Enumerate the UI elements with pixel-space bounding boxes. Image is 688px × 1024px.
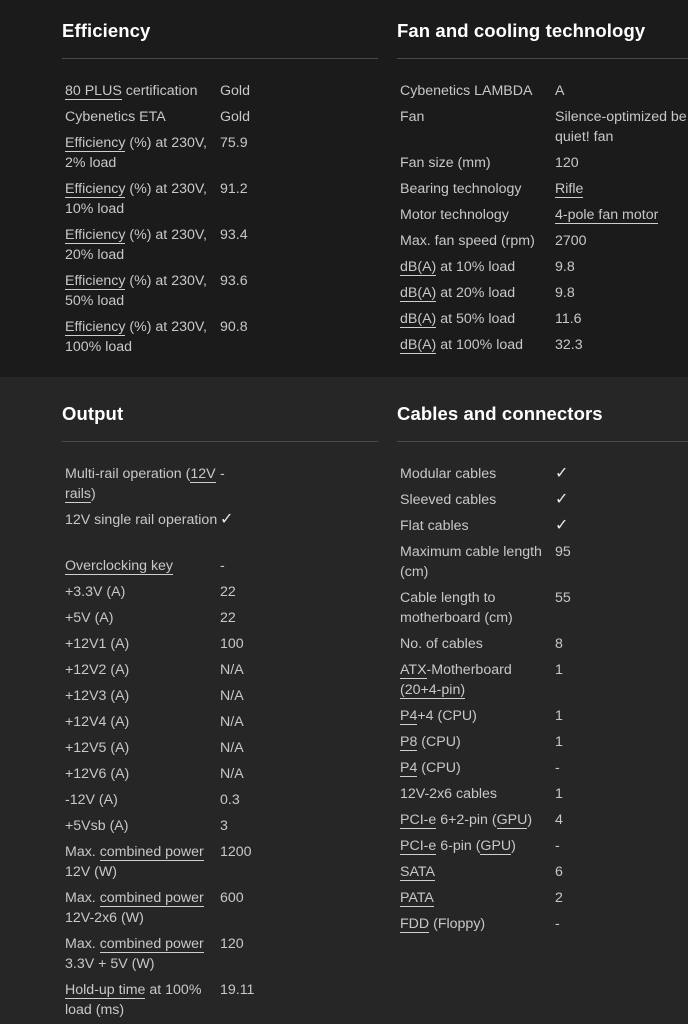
spec-value-cell <box>220 608 315 628</box>
label-text: 6+2-pin ( <box>436 812 497 828</box>
spec-row <box>400 516 675 536</box>
spec-value: 22 <box>220 584 236 600</box>
glossary-link[interactable]: Efficiency <box>65 227 126 243</box>
spec-value-cell <box>555 542 675 582</box>
label-text: Motor technology <box>400 207 509 223</box>
glossary-link[interactable]: Overclocking key <box>65 558 174 574</box>
label-text: at 100% load (ms) <box>65 982 202 1018</box>
spec-value-cell <box>555 283 688 303</box>
spec-label <box>65 107 220 127</box>
label-text: at 20% load <box>436 285 516 301</box>
label-text: ) <box>511 838 516 854</box>
spec-value-cell <box>220 934 315 974</box>
label-text: Bearing technology <box>400 181 522 197</box>
glossary-link[interactable]: combined power <box>99 936 204 952</box>
spec-row <box>65 317 370 357</box>
spec-value: N/A <box>220 740 244 756</box>
spec-row <box>400 634 675 654</box>
spec-label <box>65 764 220 784</box>
spec-label <box>65 271 220 311</box>
section-divider <box>62 441 378 442</box>
label-text: No. of cables <box>400 636 483 652</box>
spec-row <box>400 914 675 934</box>
spec-label <box>65 133 220 173</box>
label-text: (CPU) <box>417 734 461 750</box>
spec-label <box>65 179 220 219</box>
label-text: +12V2 (A) <box>65 662 130 678</box>
label-text: (%) at 230V, 2% load <box>65 135 207 171</box>
spec-value: 1 <box>555 786 563 802</box>
label-text: Cybenetics ETA <box>65 109 166 125</box>
label-text: 6-pin ( <box>436 838 481 854</box>
spec-row <box>65 107 370 127</box>
glossary-link[interactable]: P4 <box>400 708 418 724</box>
label-text: Flat cables <box>400 518 469 534</box>
spec-row <box>65 712 315 732</box>
spec-label <box>65 738 220 758</box>
glossary-link[interactable]: P4 <box>400 760 418 776</box>
glossary-link[interactable]: dB(A) <box>400 285 437 301</box>
spec-value: 600 <box>220 890 244 906</box>
spec-row <box>400 542 675 582</box>
spec-label <box>65 660 220 680</box>
label-text: +12V6 (A) <box>65 766 130 782</box>
spec-label <box>65 842 220 882</box>
spec-value: 100 <box>220 636 244 652</box>
spec-label <box>65 634 220 654</box>
spec-row <box>65 686 315 706</box>
spec-value: 22 <box>220 610 236 626</box>
label-text: at 50% load <box>436 311 516 327</box>
spec-label <box>65 464 220 504</box>
spec-value: 32.3 <box>555 337 583 353</box>
section-title: Cables and connectors <box>397 403 603 424</box>
spec-row <box>400 660 675 700</box>
glossary-link[interactable]: Hold-up time <box>65 982 146 998</box>
spec-value: 9.8 <box>555 285 575 301</box>
label-text: (Floppy) <box>429 916 486 932</box>
glossary-link[interactable]: SATA <box>400 864 435 880</box>
spec-value-cell <box>555 257 688 277</box>
spec-value: 93.4 <box>220 227 248 243</box>
spec-row <box>65 738 315 758</box>
spec-value-cell <box>555 335 688 355</box>
spec-label <box>400 732 555 752</box>
spec-value: 120 <box>220 936 244 952</box>
spec-value-cell <box>555 153 688 173</box>
section-title: Efficiency <box>62 20 151 41</box>
spec-value: 1 <box>555 662 563 678</box>
spec-label <box>65 510 220 530</box>
spec-row <box>400 283 688 303</box>
spec-value: 91.2 <box>220 181 248 197</box>
spec-value: N/A <box>220 714 244 730</box>
spec-label <box>400 706 555 726</box>
spec-label <box>400 758 555 778</box>
spec-value-cell <box>220 133 370 173</box>
checkmark-icon: ✓ <box>220 511 234 528</box>
spec-row <box>65 582 315 602</box>
section-divider <box>397 58 688 59</box>
spec-row <box>400 81 688 101</box>
label-text: Fan <box>400 109 425 125</box>
label-text: certification <box>121 83 198 99</box>
spec-value-cell <box>555 732 675 752</box>
glossary-link[interactable]: Efficiency <box>65 319 126 335</box>
spec-value-cell <box>220 686 315 706</box>
spec-value: - <box>555 916 560 932</box>
glossary-link[interactable]: GPU <box>496 812 528 828</box>
label-text: -Motherboard <box>426 662 512 678</box>
spec-value: N/A <box>220 766 244 782</box>
spec-value-cell <box>220 317 370 357</box>
spec-value-cell <box>555 862 675 882</box>
spec-label <box>400 660 555 700</box>
glossary-link[interactable]: Rifle <box>555 181 584 197</box>
spec-label <box>65 790 220 810</box>
spec-label <box>400 836 555 856</box>
checkmark-icon: ✓ <box>555 517 569 534</box>
spec-label <box>400 179 555 199</box>
spec-value-cell <box>220 510 315 530</box>
spec-row <box>65 271 370 311</box>
label-text: Modular cables <box>400 466 497 482</box>
spec-row <box>400 464 675 484</box>
spec-value: 6 <box>555 864 563 880</box>
spec-row <box>400 490 675 510</box>
spec-value: 95 <box>555 544 571 560</box>
spec-value: - <box>555 838 560 854</box>
glossary-link[interactable]: ATX <box>400 662 427 678</box>
label-text: Cable length to motherboard (cm) <box>400 590 513 626</box>
spec-row <box>65 464 315 504</box>
spec-value: 2700 <box>555 233 587 249</box>
spec-row <box>400 179 688 199</box>
spec-value-cell <box>220 764 315 784</box>
spec-row <box>400 153 688 173</box>
spec-label <box>400 490 555 510</box>
spec-label <box>400 810 555 830</box>
spec-value: Gold <box>220 83 250 99</box>
spec-value: 0.3 <box>220 792 240 808</box>
glossary-link[interactable]: FDD <box>400 916 430 932</box>
spec-value-cell <box>555 81 688 101</box>
spec-value-cell <box>555 914 675 934</box>
spec-value-cell <box>555 231 688 251</box>
spec-row <box>400 588 675 628</box>
section-title: Output <box>62 403 124 424</box>
label-text: 12V (W) <box>65 864 118 880</box>
spec-row <box>400 706 675 726</box>
label-text: (%) at 230V, 50% load <box>65 273 207 309</box>
spec-label <box>400 784 555 804</box>
label-text: Max. <box>65 844 100 860</box>
spec-label <box>65 608 220 628</box>
glossary-link[interactable]: combined power <box>99 844 204 860</box>
glossary-link[interactable]: PCI-e <box>400 838 437 854</box>
spec-value: A <box>555 83 565 99</box>
spec-row <box>65 934 315 974</box>
spec-value-cell <box>220 107 370 127</box>
spec-row <box>400 758 675 778</box>
spec-value-cell <box>220 634 315 654</box>
section-divider <box>397 441 688 442</box>
spec-label <box>65 934 220 974</box>
spec-label <box>400 588 555 628</box>
spec-label <box>400 231 555 251</box>
spec-row <box>65 980 315 1020</box>
glossary-link[interactable]: 12V <box>190 466 216 482</box>
label-text: (%) at 230V, 100% load <box>65 319 207 355</box>
spec-row <box>400 257 688 277</box>
spec-value-cell <box>555 309 688 329</box>
spec-label <box>400 205 555 225</box>
label-text: +4 (CPU) <box>417 708 477 724</box>
spec-value: Silence-optimized be quiet! fan <box>555 109 687 145</box>
checkmark-icon: ✓ <box>555 491 569 508</box>
glossary-link[interactable]: Efficiency <box>65 181 126 197</box>
glossary-link[interactable]: dB(A) <box>400 311 437 327</box>
spec-row <box>65 888 315 928</box>
spec-label <box>400 309 555 329</box>
label-text: +5Vsb (A) <box>65 818 129 834</box>
spec-row <box>400 231 688 251</box>
spec-label <box>400 888 555 908</box>
glossary-link[interactable]: (20+4-pin) <box>400 682 466 698</box>
spec-value-cell <box>555 836 675 856</box>
spec-label <box>400 81 555 101</box>
label-text: 3.3V + 5V (W) <box>65 956 155 972</box>
glossary-link[interactable]: Efficiency <box>65 135 126 151</box>
spec-row <box>400 836 675 856</box>
spec-row <box>65 133 370 173</box>
checkmark-icon: ✓ <box>555 465 569 482</box>
spec-value: 4 <box>555 812 563 828</box>
label-text: -12V (A) <box>65 792 118 808</box>
label-text: +12V5 (A) <box>65 740 130 756</box>
glossary-link[interactable]: combined power <box>99 890 204 906</box>
spec-label <box>65 582 220 602</box>
spec-label <box>65 81 220 101</box>
label-text: +3.3V (A) <box>65 584 126 600</box>
label-text: Max. <box>65 936 100 952</box>
spec-value: Gold <box>220 109 250 125</box>
label-text: 12V single rail operation <box>65 512 218 528</box>
glossary-link[interactable]: PATA <box>400 890 434 906</box>
spec-row <box>400 107 688 147</box>
spec-row <box>65 556 315 576</box>
spec-value-cell <box>220 556 315 576</box>
spec-row <box>400 810 675 830</box>
label-text: Sleeved cables <box>400 492 497 508</box>
spec-value: 75.9 <box>220 135 248 151</box>
spec-value: 8 <box>555 636 563 652</box>
section-divider <box>62 58 378 59</box>
spec-row <box>65 81 370 101</box>
spec-row <box>400 309 688 329</box>
glossary-link[interactable]: Efficiency <box>65 273 126 289</box>
label-text: (%) at 230V, 10% load <box>65 181 207 217</box>
label-text: (CPU) <box>417 760 461 776</box>
glossary-link[interactable]: 4-pole fan motor <box>555 207 659 223</box>
glossary-link[interactable]: rails <box>65 486 92 502</box>
spec-row <box>400 205 688 225</box>
label-text: 12V-2x6 (W) <box>65 910 144 926</box>
spec-label <box>65 317 220 357</box>
spec-row <box>400 862 675 882</box>
spec-row <box>65 764 315 784</box>
label-text: Max. fan speed (rpm) <box>400 233 535 249</box>
spec-row <box>400 335 688 355</box>
spec-row <box>65 842 315 882</box>
spec-value-cell <box>555 490 675 510</box>
label-text: at 100% load <box>436 337 524 353</box>
spec-row <box>65 510 315 530</box>
spec-value: N/A <box>220 662 244 678</box>
spec-value: 1 <box>555 734 563 750</box>
label-text: ) <box>527 812 533 828</box>
spec-value-cell <box>220 179 370 219</box>
spec-value: N/A <box>220 688 244 704</box>
spec-value-cell <box>555 810 675 830</box>
spec-value-cell <box>555 758 675 778</box>
spec-value: 120 <box>555 155 579 171</box>
label-text: at 10% load <box>436 259 516 275</box>
spec-row <box>65 225 370 265</box>
spec-label <box>400 153 555 173</box>
spec-row <box>65 816 315 836</box>
spec-row <box>400 784 675 804</box>
spec-label <box>65 712 220 732</box>
spec-value-cell <box>220 660 315 680</box>
label-text: +12V3 (A) <box>65 688 130 704</box>
spec-label <box>65 225 220 265</box>
spec-row <box>400 888 675 908</box>
spec-label <box>400 914 555 934</box>
spec-label <box>400 335 555 355</box>
spec-value-cell <box>220 980 315 1020</box>
label-text: Cybenetics LAMBDA <box>400 83 533 99</box>
spec-row <box>65 790 315 810</box>
spec-value-cell <box>555 516 675 536</box>
spec-value-cell <box>220 271 370 311</box>
spec-row <box>65 179 370 219</box>
spec-value-cell <box>220 888 315 928</box>
spec-value-cell <box>555 107 688 147</box>
spec-value-cell <box>220 81 370 101</box>
glossary-link[interactable]: GPU <box>480 838 512 854</box>
spec-label <box>400 862 555 882</box>
spec-value-cell <box>555 634 675 654</box>
spec-label <box>400 283 555 303</box>
spec-value-cell <box>555 784 675 804</box>
label-text: Multi-rail operation ( <box>65 466 191 482</box>
glossary-link[interactable]: dB(A) <box>400 337 437 353</box>
spec-value-cell <box>220 582 315 602</box>
spec-value-cell <box>220 738 315 758</box>
spec-value: 90.8 <box>220 319 248 335</box>
spec-value: 2 <box>555 890 563 906</box>
spec-value: 93.6 <box>220 273 248 289</box>
spec-value-cell <box>555 888 675 908</box>
label-text: +12V1 (A) <box>65 636 130 652</box>
spec-value-cell <box>220 464 315 504</box>
spec-label <box>400 464 555 484</box>
spec-label <box>400 257 555 277</box>
spec-value: - <box>555 760 560 776</box>
spec-value-cell <box>220 816 315 836</box>
label-text: Maximum cable length (cm) <box>400 544 542 580</box>
spec-row <box>400 732 675 752</box>
spec-value-cell <box>555 179 688 199</box>
spec-value-cell <box>220 712 315 732</box>
spec-label <box>400 107 555 147</box>
label-text: Max. <box>65 890 100 906</box>
glossary-link[interactable]: P8 <box>400 734 418 750</box>
spec-value-cell <box>220 225 370 265</box>
spec-value-cell <box>555 706 675 726</box>
spec-value-cell <box>555 588 675 628</box>
spec-row <box>65 634 315 654</box>
label-text: 12V-2x6 cables <box>400 786 498 802</box>
label-text: ) <box>91 486 96 502</box>
glossary-link[interactable]: dB(A) <box>400 259 437 275</box>
spec-label <box>65 556 220 576</box>
spec-value-cell <box>555 464 675 484</box>
spec-label <box>400 542 555 582</box>
spec-value: 3 <box>220 818 228 834</box>
label-text: (%) at 230V, 20% load <box>65 227 207 263</box>
spec-value-cell <box>555 205 688 225</box>
spec-value: - <box>220 558 225 574</box>
spec-value: 55 <box>555 590 571 606</box>
label-text: +5V (A) <box>65 610 114 626</box>
spec-value: 9.8 <box>555 259 575 275</box>
spec-label <box>400 634 555 654</box>
spec-value: 1 <box>555 708 563 724</box>
spec-value: 19.11 <box>220 982 255 998</box>
glossary-link[interactable]: 80 PLUS <box>65 83 122 99</box>
section-title: Fan and cooling technology <box>397 20 646 41</box>
spec-row <box>65 608 315 628</box>
label-text: Fan size (mm) <box>400 155 491 171</box>
glossary-link[interactable]: PCI-e <box>400 812 437 828</box>
spec-value-cell <box>555 660 675 700</box>
label-text: +12V4 (A) <box>65 714 130 730</box>
spec-label <box>65 980 220 1020</box>
spec-label <box>65 816 220 836</box>
spec-label <box>65 888 220 928</box>
spec-label <box>400 516 555 536</box>
spec-label <box>65 686 220 706</box>
spec-value: 11.6 <box>555 311 582 327</box>
spec-value-cell <box>220 790 315 810</box>
spec-row <box>65 660 315 680</box>
spec-value-cell <box>220 842 315 882</box>
spec-value: - <box>220 466 225 482</box>
spec-value: 1200 <box>220 844 252 860</box>
